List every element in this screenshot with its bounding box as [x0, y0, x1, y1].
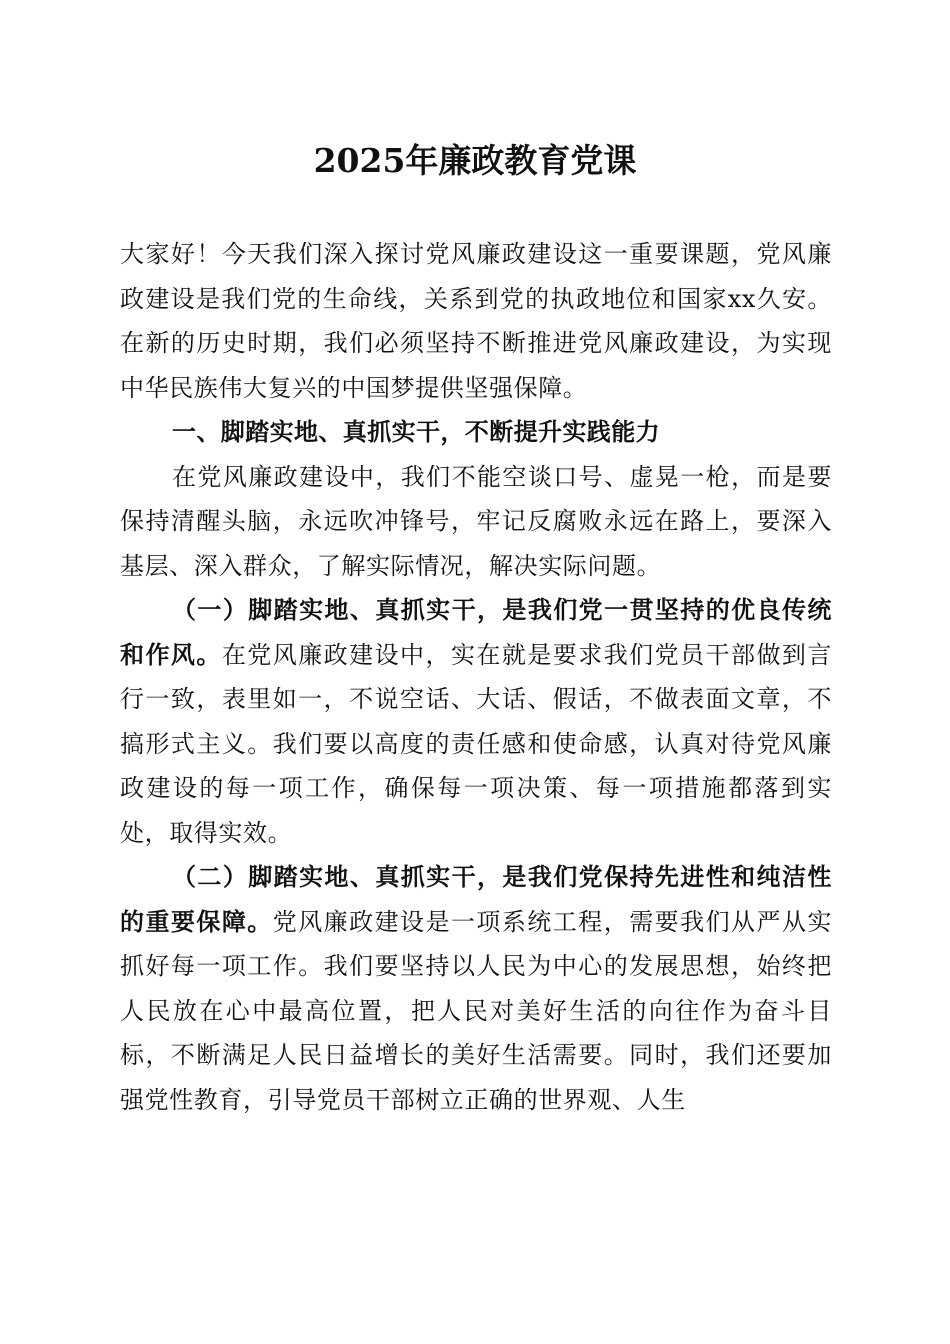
- subsection-2-lead: （二）脚踏实地、真抓实干，是我们党保持先进性和纯洁性的重要保障。: [120, 862, 832, 936]
- intro-paragraph: 大家好！今天我们深入探讨党风廉政建设这一重要课题，党风廉政建设是我们党的生命线，关系到党的执政地位和国家xx久安。在新的历史时期，我们必须坚持不断推进党风廉政建设，为实现中华民族伟大复兴的中国梦提供坚强保障。: [120, 240, 832, 402]
- subsection-1-lead: （一）脚踏实地、真抓实干，是我们党一贯坚持的优良传统和作风。: [120, 595, 832, 669]
- subsection-1-text: 在党风廉政建设中，实在就是要求我们党员干部做到言行一致，表里如一，不说空话、大话、假话，不做表面文章，不搞形式主义。我们要以高度的责任感和使命感，认真对待党风廉政建设的每一项工作，确保每一项决策、每一项措施都落到实处，取得实效。: [120, 640, 832, 847]
- subsection-2-paragraph: [120, 855, 832, 1122]
- subsection-2-text: 党风廉政建设是一项系统工程，需要我们从严从实抓好每一项工作。我们要坚持以人民为中心的发展思想，始终把人民放在心中最高位置，把人民对美好生活的向往作为奋斗目标，不断满足人民日益增长的美好生活需要。同时，我们还要加强党性教育，引导党员干部树立正确的世界观、人生: [120, 907, 832, 1114]
- section-1-heading: 一、脚踏实地、真抓实干，不断提升实践能力: [172, 418, 660, 446]
- document-title: 2025年廉政教育党课: [313, 141, 637, 180]
- document-body: [120, 232, 832, 1122]
- section-1-paragraph: 在党风廉政建设中，我们不能空谈口号、虚晃一枪，而是要保持清醒头脑，永远吹冲锋号，牢记反腐败永远在路上，要深入基层、深入群众，了解实际情况，解决实际问题。: [120, 462, 832, 580]
- subsection-1-paragraph: [120, 588, 832, 855]
